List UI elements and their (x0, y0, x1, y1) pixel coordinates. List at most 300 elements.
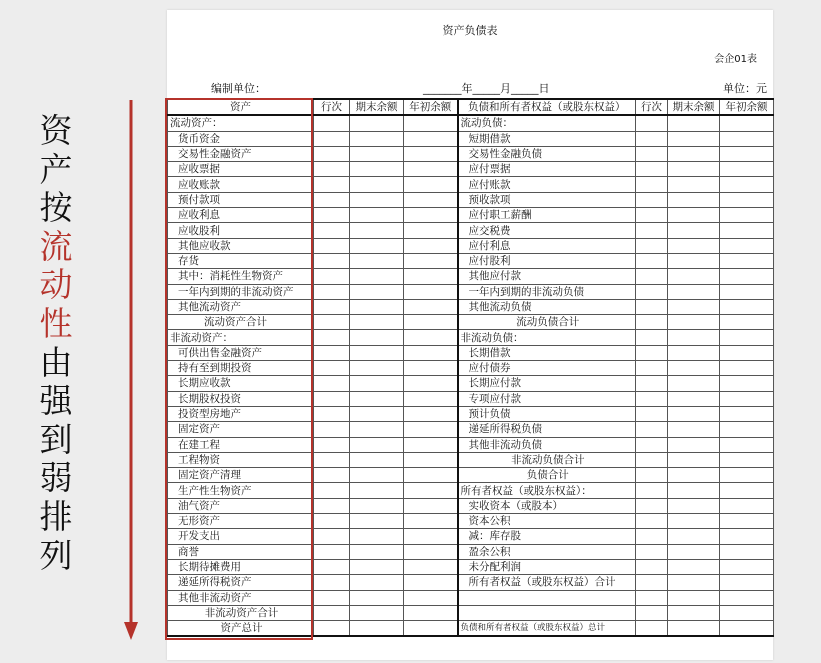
line-no-cell (636, 590, 668, 605)
asset-item-cell: 持有至到期投资 (168, 361, 314, 376)
closing-balance-cell (350, 575, 404, 590)
opening-balance-cell (720, 177, 774, 192)
table-row (168, 559, 774, 574)
opening-balance-cell (720, 315, 774, 330)
liability-item-cell: 其他流动负债 (458, 299, 636, 314)
closing-balance-cell (350, 559, 404, 574)
table-row (168, 422, 774, 437)
line-no-cell (314, 529, 350, 544)
closing-balance-cell (350, 406, 404, 421)
closing-balance-cell (350, 468, 404, 483)
asset-item-cell: 资产总计 (168, 621, 314, 637)
opening-balance-cell (404, 468, 458, 483)
table-row (168, 192, 774, 207)
asset-item-cell: 工程物资 (168, 452, 314, 467)
closing-balance-cell (350, 514, 404, 529)
closing-balance-cell (350, 284, 404, 299)
opening-balance-cell (404, 544, 458, 559)
line-no-cell (314, 208, 350, 223)
line-no-cell (636, 177, 668, 192)
asset-item-cell: 流动资产： (168, 115, 314, 131)
table-row (168, 330, 774, 345)
closing-balance-cell (350, 223, 404, 238)
opening-balance-cell (404, 575, 458, 590)
liability-item-cell (458, 590, 636, 605)
closing-balance-cell (350, 544, 404, 559)
line-no-cell (314, 253, 350, 268)
line-no-cell (636, 238, 668, 253)
currency-unit-label: 单位：元 (723, 82, 767, 95)
liability-item-cell: 应付股利 (458, 253, 636, 268)
opening-balance-cell (720, 422, 774, 437)
table-row (168, 483, 774, 498)
opening-balance-cell (404, 115, 458, 131)
opening-balance-cell (720, 223, 774, 238)
line-no-cell (636, 208, 668, 223)
asset-item-cell: 无形资产 (168, 514, 314, 529)
line-no-cell (314, 269, 350, 284)
opening-balance-cell (720, 498, 774, 513)
closing-balance-cell (668, 621, 720, 637)
opening-balance-cell (720, 131, 774, 146)
table-row (168, 115, 774, 131)
liability-item-cell: 资本公积 (458, 514, 636, 529)
asset-item-cell: 其他应收款 (168, 238, 314, 253)
opening-balance-cell (720, 192, 774, 207)
liability-item-cell: 递延所得税负债 (458, 422, 636, 437)
closing-balance-cell (668, 452, 720, 467)
table-header-row (168, 99, 774, 115)
line-no-cell (636, 284, 668, 299)
table-row (168, 131, 774, 146)
asset-item-cell: 其他非流动资产 (168, 590, 314, 605)
line-no-cell (636, 559, 668, 574)
table-row (168, 253, 774, 268)
opening-balance-cell (404, 146, 458, 161)
asset-item-cell: 其中：消耗性生物资产 (168, 269, 314, 284)
line-no-cell (314, 514, 350, 529)
liability-item-cell (458, 605, 636, 620)
line-no-cell (314, 177, 350, 192)
opening-balance-cell (404, 590, 458, 605)
table-row (168, 284, 774, 299)
liability-item-cell: 应付债券 (458, 361, 636, 376)
column-header: 期末余额 (350, 99, 404, 115)
column-header: 行次 (636, 99, 668, 115)
line-no-cell (636, 437, 668, 452)
closing-balance-cell (668, 468, 720, 483)
closing-balance-cell (350, 498, 404, 513)
line-no-cell (636, 483, 668, 498)
line-no-cell (314, 192, 350, 207)
table-row (168, 575, 774, 590)
opening-balance-cell (404, 376, 458, 391)
side-caption-char: 由 (39, 342, 73, 382)
line-no-cell (636, 131, 668, 146)
opening-balance-cell (404, 299, 458, 314)
closing-balance-cell (668, 437, 720, 452)
opening-balance-cell (404, 361, 458, 376)
line-no-cell (636, 361, 668, 376)
opening-balance-cell (404, 452, 458, 467)
preparer-unit-label: 编制单位： (211, 82, 266, 95)
opening-balance-cell (404, 192, 458, 207)
liability-item-cell: 应交税费 (458, 223, 636, 238)
table-row (168, 605, 774, 620)
opening-balance-cell (720, 544, 774, 559)
asset-item-cell: 非流动资产合计 (168, 605, 314, 620)
column-header: 负债和所有者权益（或股东权益） (458, 99, 636, 115)
opening-balance-cell (720, 437, 774, 452)
asset-item-cell: 生产性生物资产 (168, 483, 314, 498)
opening-balance-cell (720, 452, 774, 467)
table-row (168, 315, 774, 330)
opening-balance-cell (404, 483, 458, 498)
liability-item-cell: 一年内到期的非流动负债 (458, 284, 636, 299)
line-no-cell (314, 146, 350, 161)
closing-balance-cell (668, 253, 720, 268)
opening-balance-cell (404, 559, 458, 574)
line-no-cell (636, 115, 668, 131)
closing-balance-cell (350, 115, 404, 131)
asset-item-cell: 货币资金 (168, 131, 314, 146)
opening-balance-cell (404, 269, 458, 284)
table-row (168, 452, 774, 467)
liability-item-cell: 应付利息 (458, 238, 636, 253)
line-no-cell (314, 299, 350, 314)
table-row (168, 208, 774, 223)
asset-item-cell: 开发支出 (168, 529, 314, 544)
line-no-cell (314, 468, 350, 483)
line-no-cell (636, 406, 668, 421)
line-no-cell (636, 223, 668, 238)
closing-balance-cell (350, 391, 404, 406)
column-header: 行次 (314, 99, 350, 115)
line-no-cell (314, 376, 350, 391)
line-no-cell (314, 315, 350, 330)
closing-balance-cell (350, 621, 404, 637)
line-no-cell (314, 483, 350, 498)
closing-balance-cell (668, 192, 720, 207)
opening-balance-cell (720, 621, 774, 637)
closing-balance-cell (668, 391, 720, 406)
column-header: 期末余额 (668, 99, 720, 115)
line-no-cell (636, 529, 668, 544)
line-no-cell (314, 238, 350, 253)
table-row (168, 361, 774, 376)
line-no-cell (314, 131, 350, 146)
liability-item-cell: 长期借款 (458, 345, 636, 360)
line-no-cell (636, 192, 668, 207)
table-row (168, 621, 774, 637)
closing-balance-cell (668, 131, 720, 146)
opening-balance-cell (720, 376, 774, 391)
closing-balance-cell (668, 376, 720, 391)
asset-item-cell: 应收票据 (168, 162, 314, 177)
line-no-cell (636, 452, 668, 467)
opening-balance-cell (720, 483, 774, 498)
line-no-cell (636, 621, 668, 637)
closing-balance-cell (668, 238, 720, 253)
side-caption-char: 流 (39, 226, 73, 266)
closing-balance-cell (350, 208, 404, 223)
closing-balance-cell (668, 514, 720, 529)
side-caption-char: 到 (39, 419, 73, 459)
table-row (168, 376, 774, 391)
liability-item-cell: 交易性金融负债 (458, 146, 636, 161)
opening-balance-cell (720, 514, 774, 529)
side-caption-char: 产 (39, 149, 73, 189)
line-no-cell (314, 498, 350, 513)
closing-balance-cell (668, 575, 720, 590)
opening-balance-cell (720, 238, 774, 253)
line-no-cell (314, 422, 350, 437)
liability-item-cell: 其他非流动负债 (458, 437, 636, 452)
date-label: _______年_____月_____日 (423, 82, 550, 95)
liability-item-cell: 流动负债合计 (458, 315, 636, 330)
closing-balance-cell (668, 162, 720, 177)
closing-balance-cell (668, 269, 720, 284)
asset-item-cell: 长期股权投资 (168, 391, 314, 406)
asset-item-cell: 油气资产 (168, 498, 314, 513)
table-row (168, 498, 774, 513)
asset-item-cell: 长期待摊费用 (168, 559, 314, 574)
opening-balance-cell (720, 299, 774, 314)
opening-balance-cell (720, 345, 774, 360)
opening-balance-cell (404, 284, 458, 299)
line-no-cell (314, 437, 350, 452)
line-no-cell (636, 345, 668, 360)
line-no-cell (636, 422, 668, 437)
side-caption-char: 列 (39, 535, 73, 575)
opening-balance-cell (720, 115, 774, 131)
opening-balance-cell (720, 468, 774, 483)
line-no-cell (314, 361, 350, 376)
closing-balance-cell (350, 361, 404, 376)
opening-balance-cell (720, 605, 774, 620)
closing-balance-cell (668, 345, 720, 360)
side-caption-char: 按 (39, 188, 73, 228)
liability-item-cell: 盈余公积 (458, 544, 636, 559)
table-row (168, 544, 774, 559)
closing-balance-cell (350, 238, 404, 253)
opening-balance-cell (404, 498, 458, 513)
column-header: 资产 (168, 99, 314, 115)
table-row (168, 238, 774, 253)
closing-balance-cell (350, 162, 404, 177)
opening-balance-cell (404, 406, 458, 421)
asset-item-cell: 在建工程 (168, 437, 314, 452)
closing-balance-cell (668, 177, 720, 192)
closing-balance-cell (668, 590, 720, 605)
balance-sheet-table (167, 98, 774, 637)
opening-balance-cell (720, 162, 774, 177)
closing-balance-cell (668, 208, 720, 223)
liability-item-cell: 所有者权益（或股东权益）合计 (458, 575, 636, 590)
closing-balance-cell (668, 361, 720, 376)
table-row (168, 406, 774, 421)
table-row (168, 162, 774, 177)
opening-balance-cell (404, 131, 458, 146)
opening-balance-cell (404, 621, 458, 637)
opening-balance-cell (404, 345, 458, 360)
line-no-cell (314, 345, 350, 360)
closing-balance-cell (668, 544, 720, 559)
closing-balance-cell (668, 299, 720, 314)
opening-balance-cell (404, 422, 458, 437)
liability-item-cell: 实收资本（或股本） (458, 498, 636, 513)
closing-balance-cell (350, 529, 404, 544)
line-no-cell (314, 605, 350, 620)
line-no-cell (636, 498, 668, 513)
line-no-cell (314, 162, 350, 177)
liability-item-cell: 减：库存股 (458, 529, 636, 544)
closing-balance-cell (350, 345, 404, 360)
line-no-cell (314, 284, 350, 299)
opening-balance-cell (404, 315, 458, 330)
liability-item-cell: 流动负债： (458, 115, 636, 131)
closing-balance-cell (350, 330, 404, 345)
liability-item-cell: 短期借款 (458, 131, 636, 146)
opening-balance-cell (404, 330, 458, 345)
closing-balance-cell (350, 422, 404, 437)
side-caption-char: 性 (39, 303, 73, 343)
balance-sheet-form (167, 10, 773, 660)
side-caption-char: 强 (39, 381, 73, 421)
closing-balance-cell (668, 559, 720, 574)
closing-balance-cell (350, 376, 404, 391)
opening-balance-cell (720, 269, 774, 284)
liability-item-cell: 应付票据 (458, 162, 636, 177)
closing-balance-cell (668, 146, 720, 161)
line-no-cell (314, 544, 350, 559)
asset-item-cell: 流动资产合计 (168, 315, 314, 330)
closing-balance-cell (350, 590, 404, 605)
asset-item-cell: 其他流动资产 (168, 299, 314, 314)
line-no-cell (636, 605, 668, 620)
opening-balance-cell (404, 253, 458, 268)
form-code: 会企01表 (714, 54, 757, 65)
opening-balance-cell (720, 529, 774, 544)
column-header: 年初余额 (720, 99, 774, 115)
closing-balance-cell (350, 483, 404, 498)
line-no-cell (314, 621, 350, 637)
asset-item-cell: 应收账款 (168, 177, 314, 192)
table-row (168, 299, 774, 314)
asset-item-cell: 应收利息 (168, 208, 314, 223)
asset-item-cell: 可供出售金融资产 (168, 345, 314, 360)
liability-item-cell: 应付账款 (458, 177, 636, 192)
table-row (168, 345, 774, 360)
table-row (168, 146, 774, 161)
line-no-cell (314, 223, 350, 238)
opening-balance-cell (404, 529, 458, 544)
liability-item-cell: 非流动负债合计 (458, 452, 636, 467)
asset-item-cell: 递延所得税资产 (168, 575, 314, 590)
line-no-cell (636, 391, 668, 406)
asset-item-cell: 一年内到期的非流动资产 (168, 284, 314, 299)
closing-balance-cell (350, 605, 404, 620)
liability-item-cell: 长期应付款 (458, 376, 636, 391)
liability-item-cell: 其他应付款 (458, 269, 636, 284)
down-arrow-icon (124, 100, 138, 640)
line-no-cell (636, 575, 668, 590)
liability-item-cell: 预收款项 (458, 192, 636, 207)
opening-balance-cell (720, 559, 774, 574)
side-caption-char: 弱 (39, 458, 73, 498)
closing-balance-cell (668, 223, 720, 238)
line-no-cell (314, 452, 350, 467)
line-no-cell (314, 406, 350, 421)
closing-balance-cell (668, 284, 720, 299)
opening-balance-cell (720, 590, 774, 605)
closing-balance-cell (668, 406, 720, 421)
line-no-cell (636, 376, 668, 391)
side-caption-char: 排 (39, 496, 73, 536)
closing-balance-cell (350, 192, 404, 207)
closing-balance-cell (668, 115, 720, 131)
opening-balance-cell (720, 253, 774, 268)
line-no-cell (636, 468, 668, 483)
opening-balance-cell (404, 177, 458, 192)
liability-item-cell: 专项应付款 (458, 391, 636, 406)
asset-item-cell: 非流动资产： (168, 330, 314, 345)
opening-balance-cell (720, 406, 774, 421)
form-title: 资产负债表 (442, 24, 498, 37)
asset-item-cell: 长期应收款 (168, 376, 314, 391)
table-row (168, 269, 774, 284)
closing-balance-cell (668, 483, 720, 498)
opening-balance-cell (404, 437, 458, 452)
line-no-cell (636, 162, 668, 177)
closing-balance-cell (350, 299, 404, 314)
opening-balance-cell (404, 605, 458, 620)
table-row (168, 437, 774, 452)
line-no-cell (636, 330, 668, 345)
opening-balance-cell (720, 361, 774, 376)
asset-item-cell: 商誉 (168, 544, 314, 559)
opening-balance-cell (720, 575, 774, 590)
side-caption-char: 动 (39, 265, 73, 305)
line-no-cell (314, 575, 350, 590)
closing-balance-cell (350, 253, 404, 268)
closing-balance-cell (668, 315, 720, 330)
table-row (168, 391, 774, 406)
side-caption-char: 资 (39, 111, 73, 150)
closing-balance-cell (350, 452, 404, 467)
column-header: 年初余额 (404, 99, 458, 115)
line-no-cell (636, 253, 668, 268)
asset-item-cell: 存货 (168, 253, 314, 268)
closing-balance-cell (668, 529, 720, 544)
side-caption (38, 112, 74, 575)
asset-item-cell: 投资型房地产 (168, 406, 314, 421)
table-row (168, 590, 774, 605)
opening-balance-cell (404, 391, 458, 406)
line-no-cell (636, 299, 668, 314)
closing-balance-cell (350, 269, 404, 284)
asset-item-cell: 固定资产清理 (168, 468, 314, 483)
closing-balance-cell (350, 146, 404, 161)
line-no-cell (636, 544, 668, 559)
closing-balance-cell (668, 498, 720, 513)
table-row (168, 468, 774, 483)
table-row (168, 223, 774, 238)
opening-balance-cell (720, 208, 774, 223)
opening-balance-cell (404, 514, 458, 529)
liability-item-cell: 负债和所有者权益（或股东权益）总计 (458, 621, 636, 637)
asset-item-cell: 固定资产 (168, 422, 314, 437)
